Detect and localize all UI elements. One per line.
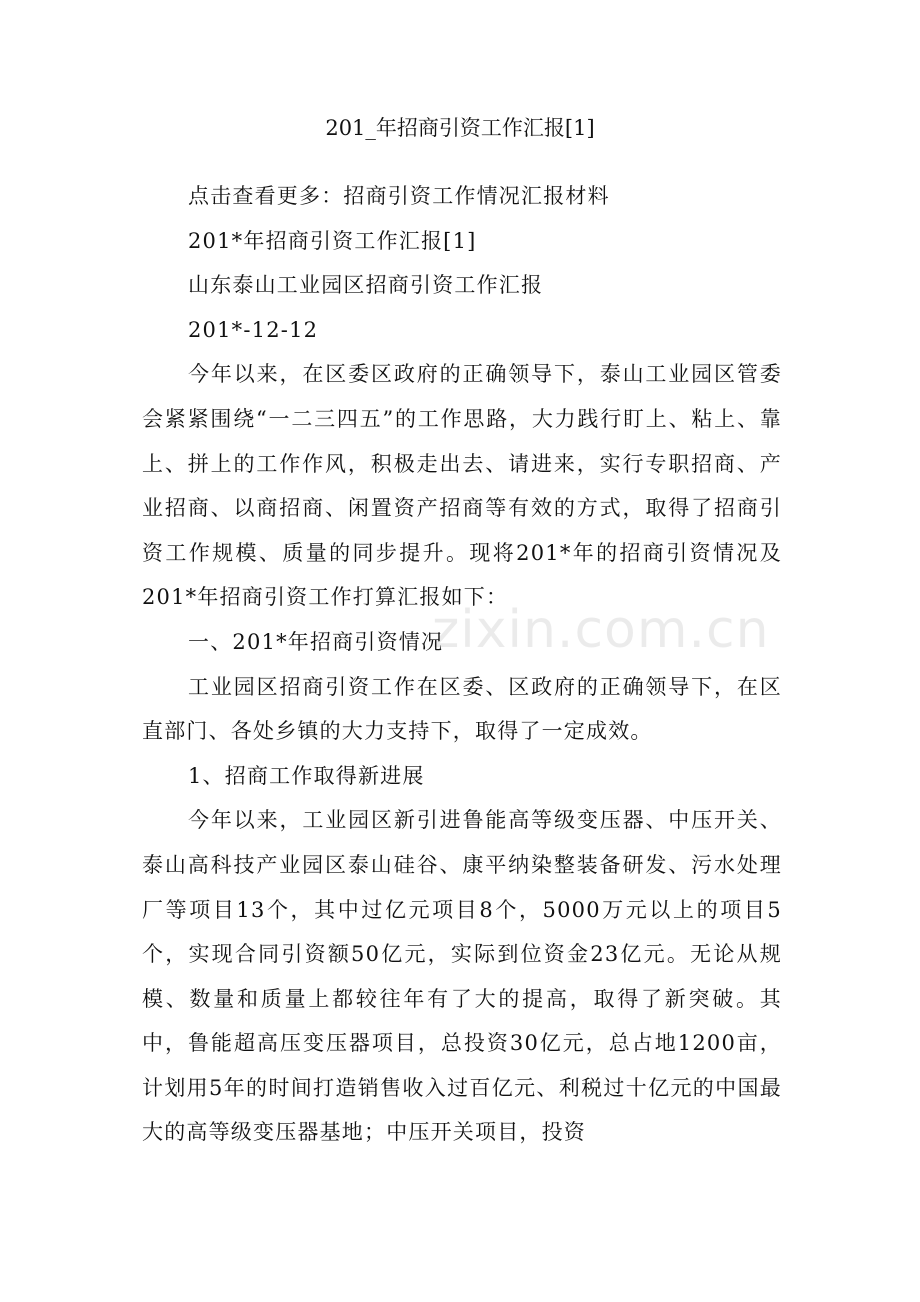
document-title: 201_年招商引资工作汇报[1]	[325, 116, 595, 140]
report-date: 201*-12-12	[188, 317, 319, 342]
report-heading: 201*年招商引资工作汇报[1]	[188, 228, 477, 253]
report-subheading: 山东泰山工业园区招商引资工作汇报	[188, 273, 544, 298]
section-paragraph-1: 工业园区招商引资工作在区委、区政府的正确领导下，在区直部门、各处乡镇的大力支持下，取得了一定成效。	[142, 674, 782, 744]
section-heading-1: 一、201*年招商引资情况	[188, 629, 444, 654]
more-link-paragraph: 点击查看更多：招商引资工作情况汇报材料	[188, 184, 610, 208]
subsection-heading-1: 1、招商工作取得新进展	[188, 763, 425, 788]
watermark-text: zixin.com.cn	[432, 600, 770, 660]
document-body	[142, 174, 782, 1155]
subsection-paragraph-1: 今年以来，工业园区新引进鲁能高等级变压器、中压开关、泰山高科技产业园区泰山硅谷、康平纳染整装备研发、污水处理厂等项目13个，其中过亿元项目8个，5000万元以上的项目5个，实现合同引资额50亿元，实际到位资金23亿元。无论从规模、数量和质量上都较往年有了大的提高，取得了新突破。其中，鲁能超高压变压器项目，总投资30亿元，总占地1200亩，计划用5年的时间打造销售收入过百亿元、利税过十亿元的中国最大的高等级变压器基地；中压开关项目，投资	[142, 808, 782, 1145]
intro-paragraph: 今年以来，在区委区政府的正确领导下，泰山工业园区管委会紧紧围绕“一二三四五”的工作思路，大力践行盯上、粘上、靠上、拼上的工作作风，积极走出去、请进来，实行专职招商、产业招商、以商招商、闲置资产招商等有效的方式，取得了招商引资工作规模、质量的同步提升。现将201*年的招商引资情况及201*年招商引资工作打算汇报如下：	[142, 362, 782, 610]
